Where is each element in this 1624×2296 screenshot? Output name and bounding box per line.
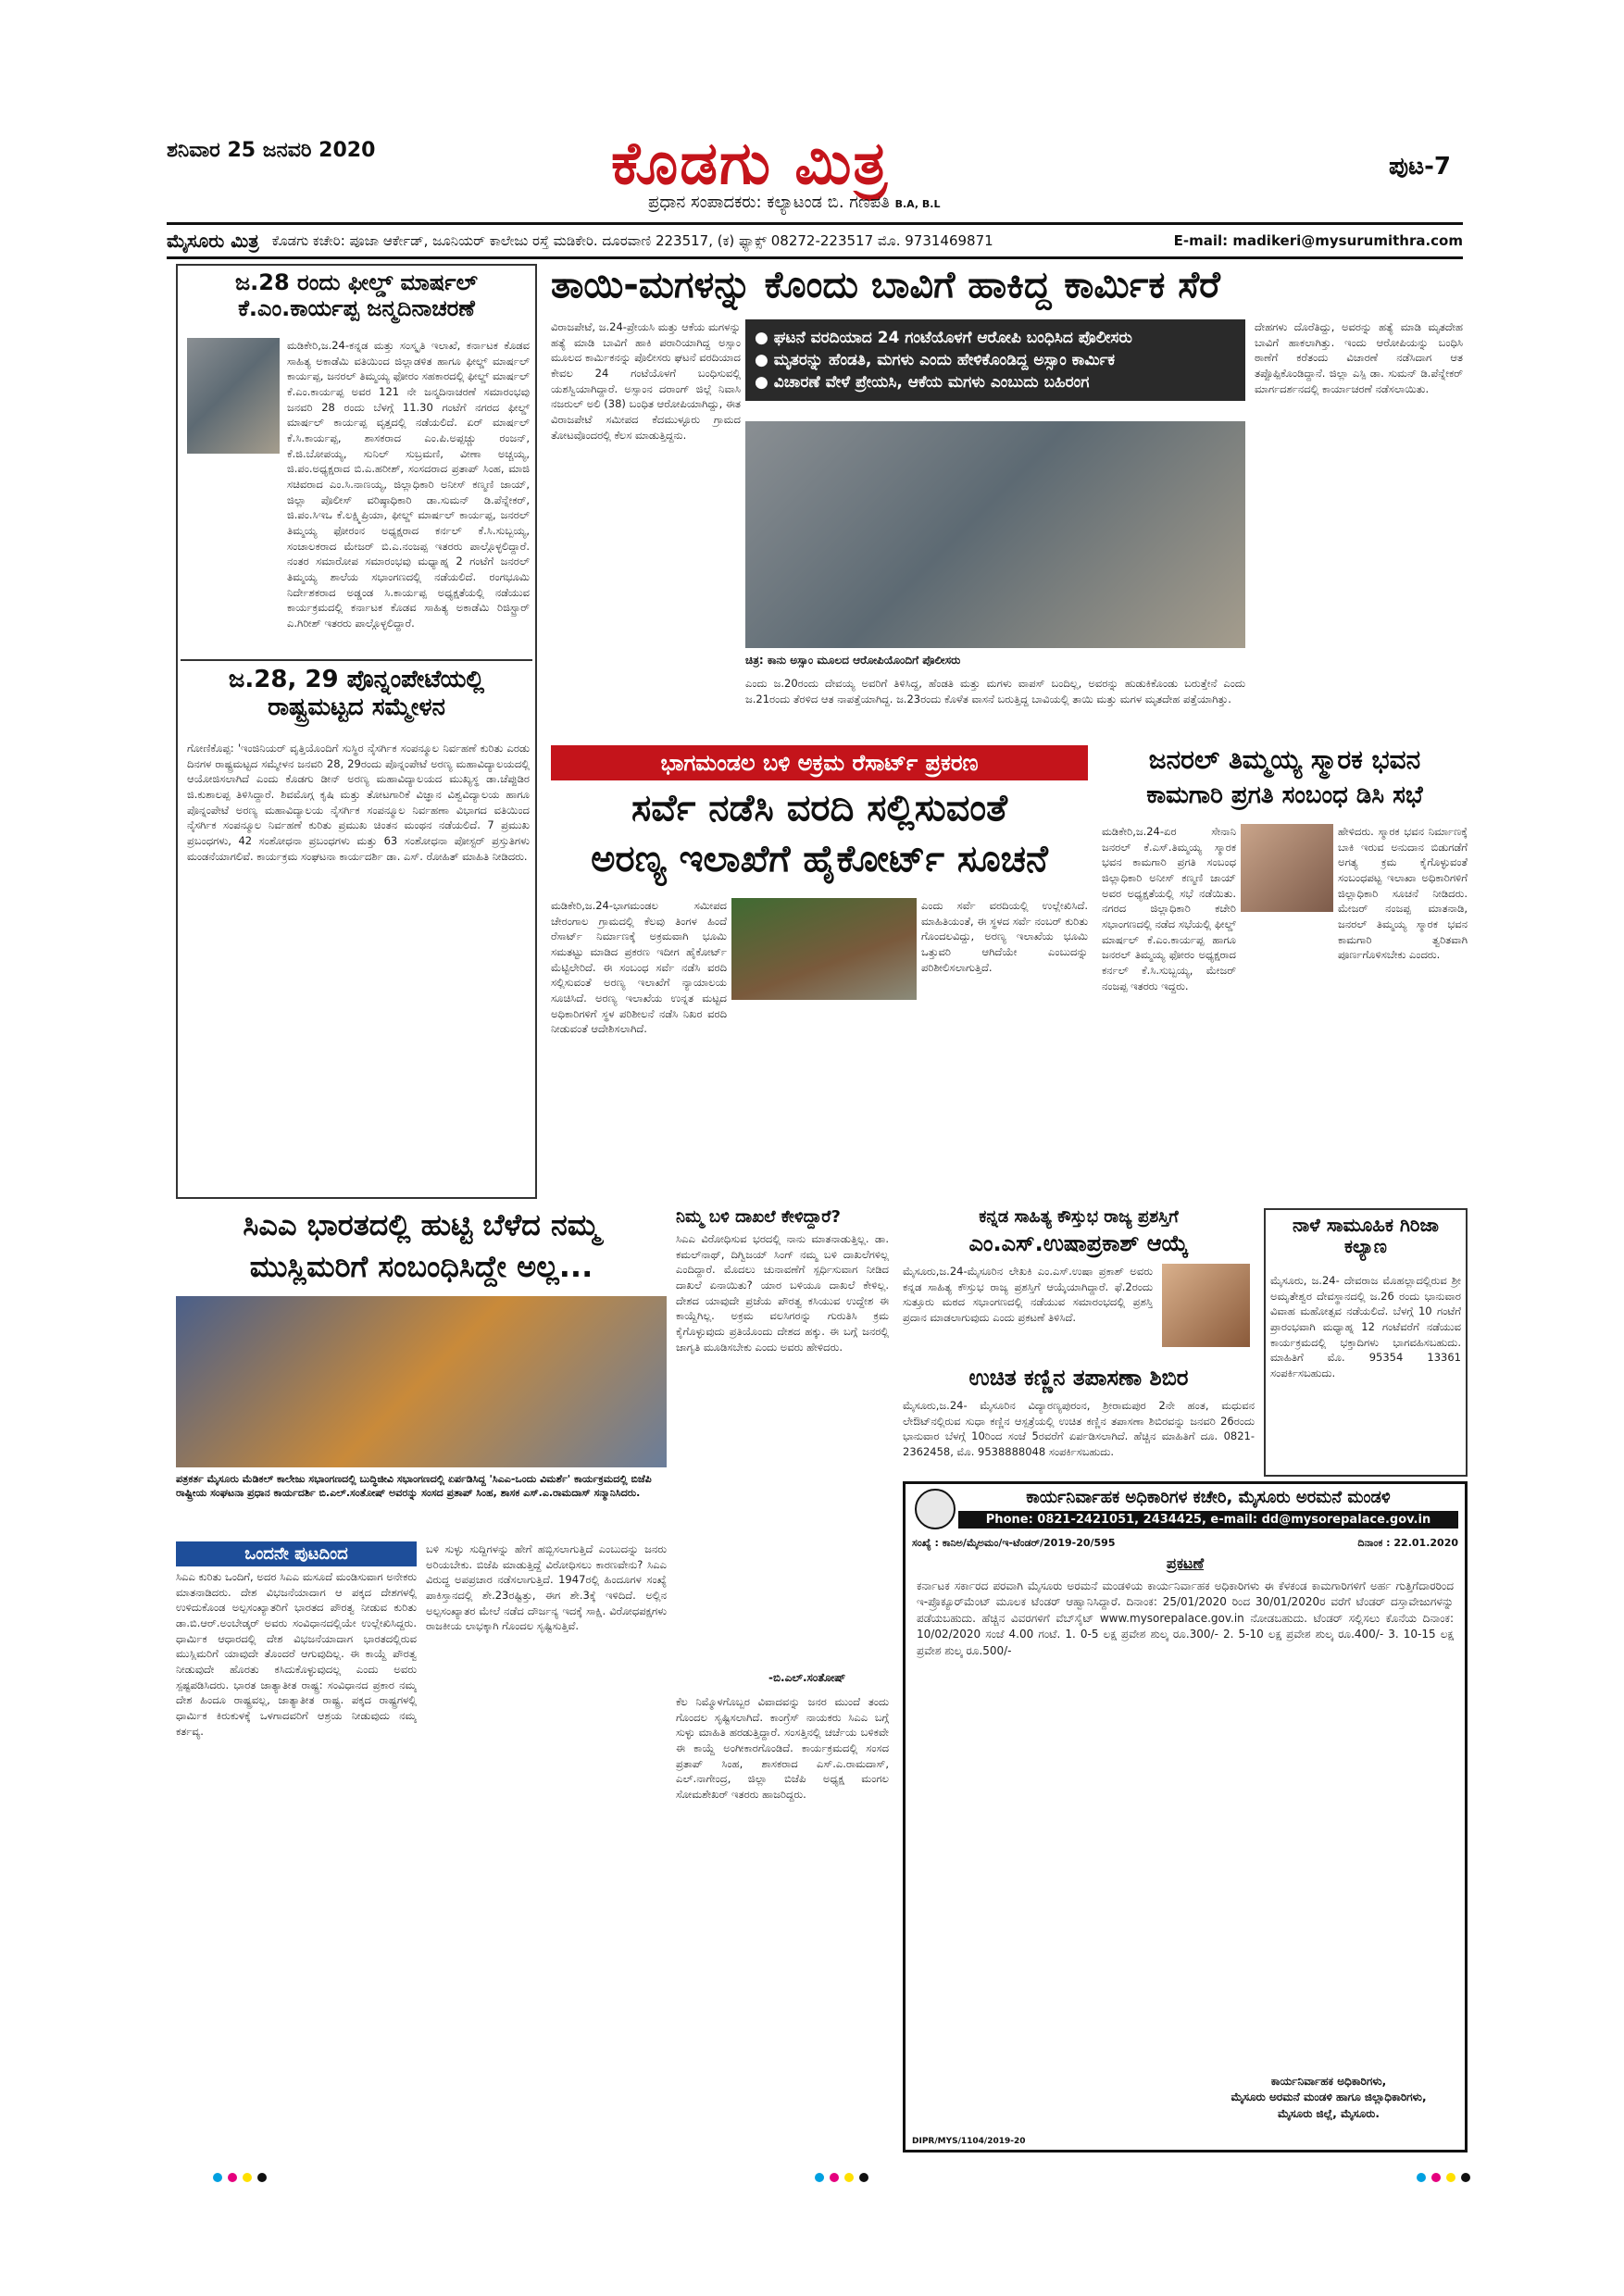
notice-office: ಕಾರ್ಯನಿರ್ವಾಹಕ ಅಧಿಕಾರಿಗಳ ಕಚೇರಿ, ಮೈಸೂರು ಅರಮನೆ ಮಂಡಳಿ — [1026, 1488, 1391, 1507]
print-registration-marks-right — [1417, 2168, 1476, 2186]
opinion-body-lower: ಕೆಲ ನಿಮ್ಮೊಳಗೊಬ್ಬರ ವಿವಾದವನ್ನು ಜನರ ಮುಂದೆ ತಂದು ಗೊಂದಲ ಸೃಷ್ಟಿಸಲಾಗಿದೆ. ಕಾಂಗ್ರೆಸ್ ನಾಯಕರು ಸಿಎಎ ಬಗ್ಗೆ ಸುಳ್ಳು ಮಾಹಿತಿ ಹರಡುತ್ತಿದ್ದಾರೆ. ಸಂಸತ್ತಿನಲ್ಲಿ ಚರ್ಚೆಯ ಬಳಿಕವೇ ಈ ಕಾಯ್ದೆ ಅಂಗೀಕಾರಗೊಂಡಿದೆ. ಕಾರ್ಯಕ್ರಮದಲ್ಲಿ ಸಂಸದ ಪ್ರತಾಪ್ ಸಿಂಹ, ಶಾಸಕರಾದ ಎಸ್.ಎ.ರಾಮದಾಸ್, ಎಲ್.ನಾಗೇಂದ್ರ, ಜಿಲ್ಲಾ ಬಿಜೆಪಿ ಅಧ್ಯಕ್ಷ ಮಂಗಲ ಸೋಮಶೇಖರ್ ಇತರರು ಹಾಜರಿದ್ದರು. — [676, 1695, 889, 1802]
notice-ref: ಸಂಖ್ಯೆ : ಕಾನಿಅ/ಮೈಅಮಂ/ಇ-ಟೆಂಡರ್/2019-20/595 — [912, 1537, 1116, 1549]
newspaper-title: ಕೊಡಗು ಮಿತ್ರ — [611, 130, 890, 198]
bullet-1: ● ಘಟನೆ ವರದಿಯಾದ 24 ಗಂಟೆಯೊಳಗೆ ಆರೋಪಿ ಬಂಧಿಸಿದ ಪೊಲೀಸರು — [755, 329, 1132, 347]
ponnampet-headline: ಜ.28, 29 ಪೊನ್ನಂಪೇಟೆಯಲ್ಲಿ ರಾಷ್ಟ್ರಮಟ್ಟದ ಸಮ್ಮೇಳನ — [228, 666, 485, 721]
caa-photo-caption: ಪತ್ರಕರ್ತ ಮೈಸೂರು ಮೆಡಿಕಲ್ ಕಾಲೇಜು ಸಭಾಂಗಣದಲ್ಲಿ ಬುದ್ಧಿಜೀವಿ ಸಭಾಂಗಣದಲ್ಲಿ ಏರ್ಪಡಿಸಿದ್ದ 'ಸಿಎಎ-ಒಂದು ವಿಮರ್ಶೆ' ಕಾರ್ಯಕ್ರಮದಲ್ಲಿ ಬಿಜೆಪಿ ರಾಷ್ಟ್ರೀಯ ಸಂಘಟನಾ ಪ್ರಧಾನ ಕಾರ್ಯದರ್ಶಿ ಬಿ.ಎಲ್.ಸಂತೋಷ್ ಅವರನ್ನು ಸಂಸದ ಪ್ರತಾಪ್ ಸಿಂಹ, ಶಾಸಕ ಎಸ್.ಎ.ರಾಮದಾಸ್ ಸನ್ಮಾನಿಸಿದರು. — [176, 1473, 652, 1500]
dot-cyan — [213, 2173, 222, 2182]
notice-title: ಪ್ರಕಟಣೆ — [1166, 1554, 1205, 1572]
thimmaiah-body-right: ಹೇಳಿದರು. ಸ್ಮಾರಕ ಭವನ ನಿರ್ಮಾಣಕ್ಕೆ ಬಾಕಿ ಇರುವ ಅನುದಾನ ಬಿಡುಗಡೆಗೆ ಅಗತ್ಯ ಕ್ರಮ ಕೈಗೊಳ್ಳುವಂತೆ ಸಂಬಂಧಪಟ್ಟ ಇಲಾಖಾ ಅಧಿಕಾರಿಗಳಿಗೆ ಜಿಲ್ಲಾಧಿಕಾರಿ ಸೂಚನೆ ನೀಡಿದರು. ಮೇಜರ್ ನಂಜಪ್ಪ ಮಾತನಾಡಿ, ಜನರಲ್ ತಿಮ್ಮಯ್ಯ ಸ್ಮಾರಕ ಭವನ ಕಾಮಗಾರಿ ತ್ವರಿತವಾಗಿ ಪೂರ್ಣಗೊಳಿಸಬೇಕು ಎಂದರು. — [1338, 825, 1468, 962]
caa-body-mid: ಬಳಿ ಸುಳ್ಳು ಸುದ್ದಿಗಳನ್ನು ಹೇಗೆ ಹಬ್ಬಿಸಲಾಗುತ್ತಿದೆ ಎಂಬುದನ್ನು ಜನರು ಅರಿಯಬೇಕು. ಬಿಜೆಪಿ ಮಾಡುತ್ತಿದ್ದೆ ವಿರೋಧಿಸಲು ಕಾರಣವೇನು? ಸಿಎಎ ವಿರುದ್ಧ ಅಪಪ್ರಚಾರ ನಡೆಸಲಾಗುತ್ತಿದೆ. 1947ರಲ್ಲಿ ಹಿಂದೂಗಳ ಸಂಖ್ಯೆ ಪಾಕಿಸ್ತಾನದಲ್ಲಿ ಶೇ.23ರಷ್ಟಿತ್ತು, ಈಗ ಶೇ.3ಕ್ಕೆ ಇಳಿದಿದೆ. ಅಲ್ಲಿನ ಅಲ್ಪಸಂಖ್ಯಾತರ ಮೇಲೆ ನಡೆದ ದೌರ್ಜನ್ಯ ಇದಕ್ಕೆ ಸಾಕ್ಷಿ. ವಿರೋಧಪಕ್ಷಗಳು ರಾಜಕೀಯ ಲಾಭಕ್ಕಾಗಿ ಗೊಂದಲ ಸೃಷ್ಟಿಸುತ್ತಿವೆ. — [426, 1542, 667, 1633]
left-divider — [181, 659, 532, 661]
wedding-headline: ನಾಳೆ ಸಾಮೂಹಿಕ ಗಿರಿಜಾ ಕಲ್ಯಾಣ — [1293, 1214, 1439, 1257]
murder-photo-police — [745, 421, 1245, 648]
caa-body: ಸಿಎಎ ಕುರಿತು ಒಂದಿಗೆ, ಅದರ ಸಿಎಎ ಮಸೂದೆ ಮಂಡಿಸುವಾಗ ಅನೇಕರು ಮಾತನಾಡಿದರು. ದೇಶ ವಿಭಜನೆಯಾದಾಗ ಆ ಪಕ್ಕದ ದೇಶಗಳಲ್ಲಿ ಉಳಿದುಕೊಂಡ ಅಲ್ಪಸಂಖ್ಯಾತರಿಗೆ ಭಾರತದ ಪೌರತ್ವ ನೀಡುವ ಕುರಿತು ಡಾ.ಬಿ.ಆರ್.ಅಂಬೇಡ್ಕರ್ ಅವರು ಸಂವಿಧಾನದಲ್ಲಿಯೇ ಉಲ್ಲೇಖಿಸಿದ್ದರು. ಧಾರ್ಮಿಕ ಆಧಾರದಲ್ಲಿ ದೇಶ ವಿಭಜನೆಯಾದಾಗ ಭಾರತದಲ್ಲಿರುವ ಮುಸ್ಲಿಮರಿಗೆ ಯಾವುದೇ ತೊಂದರೆ ಆಗುವುದಿಲ್ಲ. ಈ ಕಾಯ್ದೆ ಪೌರತ್ವ ನೀಡುವುದೇ ಹೊರತು ಕಸಿದುಕೊಳ್ಳುವುದಲ್ಲ ಎಂದು ಅವರು ಸ್ಪಷ್ಟಪಡಿಸಿದರು. ಭಾರತ ಜಾತ್ಯಾತೀತ ರಾಷ್ಟ್ರ: ಸಂವಿಧಾನದ ಪ್ರಕಾರ ನಮ್ಮ ದೇಶ ಹಿಂದೂ ರಾಷ್ಟ್ರವಲ್ಲ, ಜಾತ್ಯಾತೀತ ರಾಷ್ಟ್ರ. ಪಕ್ಕದ ರಾಷ್ಟ್ರಗಳಲ್ಲಿ ಧಾರ್ಮಿಕ ಕಿರುಕುಳಕ್ಕೆ ಒಳಗಾದವರಿಗೆ ಆಶ್ರಯ ನೀಡುವುದು ನಮ್ಮ ಕರ್ತವ್ಯ. — [176, 1570, 417, 1738]
print-registration-marks-center — [815, 2168, 874, 2186]
opinion-headline: ನಿಮ್ಮ ಬಳಿ ದಾಖಲೆ ಕೇಳಿದ್ದಾರೆ? — [676, 1207, 841, 1227]
palace-emblem-icon — [915, 1489, 956, 1529]
bhagamandala-headline-2: ಅರಣ್ಯ ಇಲಾಖೆಗೆ ಹೈಕೋರ್ಟ್ ಸೂಚನೆ — [591, 838, 1048, 880]
brand-name: ಮೈಸೂರು ಮಿತ್ರ — [167, 230, 259, 252]
dipr-code: DIPR/MYS/1104/2019-20 — [912, 2137, 1026, 2146]
opinion-byline: -ಬಿ.ಎಲ್.ಸಂತೋಷ್ — [768, 1671, 846, 1684]
award-body: ಮೈಸೂರು,ಜ.24-ಮೈಸೂರಿನ ಲೇಖಕಿ ಎಂ.ಎಸ್.ಉಷಾ ಪ್ರಕಾಶ್ ಅವರು ಕನ್ನಡ ಸಾಹಿತ್ಯ ಕೌಸ್ತುಭ ರಾಜ್ಯ ಪ್ರಶಸ್ತಿಗೆ ಆಯ್ಕೆಯಾಗಿದ್ದಾರೆ. ಫೆ.2ರಂದು ಸುತ್ತೂರು ಮಠದ ಸಭಾಂಗಣದಲ್ಲಿ ನಡೆಯುವ ಸಮಾರಂಭದಲ್ಲಿ ಪ್ರಶಸ್ತಿ ಪ್ರದಾನ ಮಾಡಲಾಗುವುದು ಎಂದು ಪ್ರಕಟಣೆ ತಿಳಿಸಿದೆ. — [903, 1265, 1153, 1325]
award-photo — [1162, 1264, 1250, 1347]
ponnampet-body: ಗೋಣಿಕೊಪ್ಪ: 'ಇಂಜಿನಿಯರ್ ವೃತ್ತಿಯೊಂದಿಗೆ ಸುಸ್ಥಿರ ನೈಸರ್ಗಿಕ ಸಂಪನ್ಮೂಲ ನಿರ್ವಹಣೆ ಕುರಿತು ಎರಡು ದಿನಗಳ ರಾಷ್ಟ್ರಮಟ್ಟದ ಸಮ್ಮೇಳನ ಜನವರಿ 28, 29ರಂದು ಪೊನ್ನಂಪೇಟೆ ಅರಣ್ಯ ಮಹಾವಿದ್ಯಾಲಯದಲ್ಲಿ ಆಯೋಜಿಸಲಾಗಿದೆ ಎಂದು ಕೊಡಗು ಡೀನ್ ಅರಣ್ಯ ಮಹಾವಿದ್ಯಾಲಯದ ಮುಖ್ಯಸ್ಥ ಡಾ.ಚೆಪ್ಪುಡಿರ ಜಿ.ಕುಶಾಲಪ್ಪ ತಿಳಿಸಿದ್ದಾರೆ. ಶಿವಮೊಗ್ಗ ಕೃಷಿ ಮತ್ತು ತೋಟಗಾರಿಕೆ ವಿಜ್ಞಾನ ವಿಶ್ವವಿದ್ಯಾಲಯ ಹಾಗೂ ಪೊನ್ನಂಪೇಟೆ ಅರಣ್ಯ ಮಹಾವಿದ್ಯಾಲಯ ನೈಸರ್ಗಿಕ ಸಂಪನ್ಮೂಲ ನಿರ್ವಹಣಾ ವಿಭಾಗದ ವತಿಯಿಂದ ನೈಸರ್ಗಿಕ ಸಂಪನ್ಮೂಲ ನಿರ್ವಹಣೆ ಕುರಿತು ಪ್ರಮುಖ ಚಿಂತನ ಮಂಥನ ನಡೆಯಲಿದೆ. 7 ಪ್ರಮುಖ ಪ್ರಬಂಧಗಳು, 42 ಸಂಶೋಧನಾ ಪ್ರಬಂಧಗಳು ಮತ್ತು 63 ಸಂಶೋಧನಾ ಪೋಸ್ಟರ್ ಪ್ರಸ್ತುತಿಗಳು ಮಂಡನೆಯಾಗಲಿವೆ. ಕಾರ್ಯಕ್ರಮ ಸಂಘಟನಾ ಕಾರ್ಯದರ್ಶಿ ಡಾ. ಎಸ್. ರೋಹಿತ್ ಮಾಹಿತಿ ನೀಡಿದರು. — [187, 742, 530, 863]
dot-yellow — [844, 2173, 854, 2182]
thimmaiah-photo — [1241, 824, 1333, 912]
notice-signature: ಕಾರ್ಯನಿರ್ವಾಹಕ ಅಧಿಕಾರಿಗಳು, ಮೈಸೂರು ಅರಮನೆ ಮಂಡಳಿ ಹಾಗೂ ಜಿಲ್ಲಾಧಿಕಾರಿಗಳು, ಮೈಸೂರು ಜಿಲ್ಲೆ, ಮೈಸೂರು. — [1230, 2075, 1427, 2120]
dot-cyan — [815, 2173, 824, 2182]
editor-name: ಪ್ರಧಾನ ಸಂಪಾದಕರು: ಕಲ್ಯಾಟಂಡ ಬಿ. ಗಣಪತಿ — [648, 193, 890, 212]
editor-line — [648, 193, 940, 212]
murder-bullets — [745, 319, 1245, 401]
caa-kicker: ಒಂದನೇ ಪುಟದಿಂದ — [176, 1541, 417, 1566]
murder-headline: ತಾಯಿ-ಮಗಳನ್ನು ಕೊಂದು ಬಾವಿಗೆ ಹಾಕಿದ್ದ ಕಾರ್ಮಿಕ ಸೆರೆ — [551, 264, 1220, 306]
office-address: ಕೊಡಗು ಕಚೇರಿ: ಪೂಜಾ ಆರ್ಕೇಡ್, ಜೂನಿಯರ್ ಕಾಲೇಜು ರಸ್ತೆ ಮಡಿಕೇರಿ. ದೂರವಾಣಿ 223517, (ಕ) ಫ್ಯಾಕ್ಸ್ 08272-223517 ಮೊ. 9731469871 — [271, 232, 993, 249]
dot-magenta — [228, 2173, 237, 2182]
notice-date: ದಿನಾಂಕ : 22.01.2020 — [1357, 1537, 1458, 1549]
notice-body: ಕರ್ನಾಟಕ ಸರ್ಕಾರದ ಪರವಾಗಿ ಮೈಸೂರು ಅರಮನೆ ಮಂಡಳಿಯ ಕಾರ್ಯನಿರ್ವಾಹಕ ಅಧಿಕಾರಿಗಳು ಈ ಕೆಳಕಂಡ ಕಾಮಗಾರಿಗಳಿಗೆ ಅರ್ಹ ಗುತ್ತಿಗೆದಾರರಿಂದ ಇ-ಪ್ರೊಕ್ಯೂರ್‌ಮೆಂಟ್ ಮೂಲಕ ಟೆಂಡರ್ ಆಹ್ವಾನಿಸಿದ್ದಾರೆ. ದಿನಾಂಕ: 25/01/2020 ರಿಂದ 30/01/2020ರ ವರೆಗೆ ಟೆಂಡರ್ ದಸ್ತಾವೇಜುಗಳನ್ನು ಪಡೆಯಬಹುದು. ಹೆಚ್ಚಿನ ವಿವರಗಳಿಗೆ ವೆಬ್‌ಸೈಟ್ www.mysorepalace.gov.in ನೋಡಬಹುದು. ಟೆಂಡರ್ ಸಲ್ಲಿಸಲು ಕೊನೆಯ ದಿನಾಂಕ: 10/02/2020 ಸಂಜೆ 4.00 ಗಂಟೆ. 1. 0-5 ಲಕ್ಷ ಪ್ರವೇಶ ಶುಲ್ಕ ರೂ.300/- 2. 5-10 ಲಕ್ಷ ಪ್ರವೇಶ ಶುಲ್ಕ ರೂ.400/- 3. 10-15 ಲಕ್ಷ ಪ್ರವೇಶ ಶುಲ್ಕ ರೂ.500/- — [917, 1579, 1454, 1657]
contact-bar — [167, 222, 1463, 259]
opinion-body: ಸಿಎಎ ವಿರೋಧಿಸುವ ಭರದಲ್ಲಿ ನಾನು ಮಾತನಾಡುತ್ತಿಲ್ಲ. ಡಾ. ಕಮಲ್‌ನಾಥ್, ದಿಗ್ವಿಜಯ್ ಸಿಂಗ್ ನಮ್ಮ ಬಳಿ ದಾಖಲೆಗಳಿಲ್ಲ ಎಂದಿದ್ದಾರೆ. ಮೊದಲು ಚುನಾವಣೆಗೆ ಸ್ಪರ್ಧಿಸುವಾಗ ನೀಡಿದ ದಾಖಲೆ ಏನಾಯಿತು? ಯಾರ ಬಳಿಯೂ ದಾಖಲೆ ಕೇಳಿಲ್ಲ. ದೇಶದ ಯಾವುದೇ ಪ್ರಜೆಯ ಪೌರತ್ವ ಕಸಿಯುವ ಉದ್ದೇಶ ಈ ಕಾಯ್ದೆಗಿಲ್ಲ. ಅಕ್ರಮ ವಲಸಿಗರನ್ನು ಗುರುತಿಸಿ ಕ್ರಮ ಕೈಗೊಳ್ಳುವುದು ಪ್ರತಿಯೊಂದು ದೇಶದ ಹಕ್ಕು. ಈ ಬಗ್ಗೆ ಜನರಲ್ಲಿ ಜಾಗೃತಿ ಮೂಡಿಸಬೇಕು ಎಂದು ಅವರು ಹೇಳಿದರು. — [676, 1232, 889, 1354]
dot-black — [859, 2173, 868, 2182]
murder-photo-caption: ಚಿತ್ರ: ಕಾನು ಅಸ್ಸಾಂ ಮೂಲದ ಆರೋಪಿಯೊಂದಿಗೆ ಪೊಲೀಸರು — [745, 654, 961, 667]
office-email: E-mail: madikeri@mysurumithra.com — [1173, 232, 1463, 249]
dot-black — [1461, 2173, 1470, 2182]
thimmaiah-body: ಮಡಿಕೇರಿ,ಜ.24-ಏರ ಸೇನಾನಿ ಜನರಲ್ ಕೆ.ಎಸ್.ತಿಮ್ಮಯ್ಯ ಸ್ಮಾರಕ ಭವನ ಕಾಮಗಾರಿ ಪ್ರಗತಿ ಸಂಬಂಧ ಜಿಲ್ಲಾಧಿಕಾರಿ ಅನೀಸ್ ಕಣ್ಮಣಿ ಜಾಯ್ ಅವರ ಅಧ್ಯಕ್ಷತೆಯಲ್ಲಿ ಸಭೆ ನಡೆಯಿತು. ನಗರದ ಜಿಲ್ಲಾಧಿಕಾರಿ ಕಚೇರಿ ಸಭಾಂಗಣದಲ್ಲಿ ನಡೆದ ಸಭೆಯಲ್ಲಿ ಫೀಲ್ಡ್ ಮಾರ್ಷಲ್ ಕೆ.ಎಂ.ಕಾರ್ಯಪ್ಪ ಹಾಗೂ ಜನರಲ್ ತಿಮ್ಮಯ್ಯ ಫೋರಂ ಅಧ್ಯಕ್ಷರಾದ ಕರ್ನಲ್ ಕೆ.ಸಿ.ಸುಬ್ಬಯ್ಯ, ಮೇಜರ್ ನಂಜಪ್ಪ ಇತರರು ಇದ್ದರು. — [1102, 825, 1236, 992]
murder-body-left: ವಿರಾಜಪೇಟೆ, ಜ.24-ಪ್ರೇಯಸಿ ಮತ್ತು ಆಕೆಯ ಮಗಳನ್ನು ಹತ್ಯೆ ಮಾಡಿ ಬಾವಿಗೆ ಹಾಕಿ ಪರಾರಿಯಾಗಿದ್ದ ಅಸ್ಸಾಂ ಮೂಲದ ಕಾರ್ಮಿಕನನ್ನು ಪೊಲೀಸರು ಘಟನೆ ವರದಿಯಾದ ಕೇವಲ 24 ಗಂಟೆಯೊಳಗೆ ಬಂಧಿಸುವಲ್ಲಿ ಯಶಸ್ವಿಯಾಗಿದ್ದಾರೆ. ಅಸ್ಸಾಂನ ದರಾಂಗ್ ಜಿಲ್ಲೆ ನಿವಾಸಿ ನಜರುಲ್ ಅಲಿ (38) ಬಂಧಿತ ಆರೋಪಿಯಾಗಿದ್ದು, ಈತ ವಿರಾಜಪೇಟೆ ಸಮೀಪದ ಕೆದಮುಳ್ಳೂರು ಗ್ರಾಮದ ತೋಟವೊಂದರಲ್ಲಿ ಕೆಲಸ ಮಾಡುತ್ತಿದ್ದನು. — [551, 320, 741, 442]
thimmaiah-headline-2: ಕಾಮಗಾರಿ ಪ್ರಗತಿ ಸಂಬಂಧ ಡಿಸಿ ಸಭೆ — [1146, 781, 1423, 809]
dot-yellow — [1446, 2173, 1455, 2182]
eye-camp-headline: ಉಚಿತ ಕಣ್ಣಿನ ತಪಾಸಣಾ ಶಿಬಿರ — [968, 1365, 1189, 1391]
dot-black — [257, 2173, 267, 2182]
editor-degree: B.A, B.L — [894, 198, 941, 210]
notice-phone: Phone: 0821-2421051, 2434425, e-mail: dd@mysorepalace.gov.in — [958, 1511, 1458, 1529]
murder-body-bottom: ಎಂದು ಜ.20ರಂದು ದೇವಯ್ಯ ಅವರಿಗೆ ತಿಳಿಸಿದ್ದ, ಹೆಂಡತಿ ಮತ್ತು ಮಗಳು ವಾಪಸ್ ಬಂದಿಲ್ಲ, ಅವರನ್ನು ಹುಡುಕಿಕೊಂಡು ಬರುತ್ತೇನೆ ಎಂದು ಜ.21ರಂದು ತೆರಳಿದ ಆತ ನಾಪತ್ತೆಯಾಗಿದ್ದ. ಜ.23ರಂದು ಕೊಳೆತ ವಾಸನೆ ಬರುತ್ತಿದ್ದ ಬಾವಿಯಲ್ಲಿ ತಾಯಿ ಮತ್ತು ಮಗಳ ಮೃತದೇಹ ಪತ್ತೆಯಾಗಿತ್ತು. — [745, 677, 1245, 705]
bhagamandala-body: ಮಡಿಕೇರಿ,ಜ.24-ಭಾಗಮಂಡಲ ಸಮೀಪದ ಚೇರಂಗಾಲ ಗ್ರಾಮದಲ್ಲಿ ಕೆಲವು ತಿಂಗಳ ಹಿಂದೆ ರೆಸಾರ್ಟ್ ನಿರ್ಮಾಣಕ್ಕೆ ಅಕ್ರಮವಾಗಿ ಭೂಮಿ ಸಮತಟ್ಟು ಮಾಡಿದ ಪ್ರಕರಣ ಇದೀಗ ಹೈಕೋರ್ಟ್ ಮೆಟ್ಟಿಲೇರಿದೆ. ಈ ಸಂಬಂಧ ಸರ್ವೆ ನಡೆಸಿ ವರದಿ ಸಲ್ಲಿಸುವಂತೆ ಅರಣ್ಯ ಇಲಾಖೆಗೆ ನ್ಯಾಯಾಲಯ ಸೂಚಿಸಿದೆ. ಅರಣ್ಯ ಇಲಾಖೆಯ ಉನ್ನತ ಮಟ್ಟದ ಅಧಿಕಾರಿಗಳಿಗೆ ಸ್ಥಳ ಪರಿಶೀಲನೆ ನಡೆಸಿ ನಿಖರ ವರದಿ ನೀಡುವಂತೆ ಆದೇಶಿಸಲಾಗಿದೆ. — [551, 899, 727, 1036]
print-registration-marks-left — [213, 2168, 272, 2186]
bhagamandala-body-right: ಎಂದು ಸರ್ವೆ ವರದಿಯಲ್ಲಿ ಉಲ್ಲೇಖಿಸಿದೆ. ಮಾಹಿತಿಯಂತೆ, ಈ ಸ್ಥಳದ ಸರ್ವೆ ನಂಬರ್ ಕುರಿತು ಗೊಂದಲವಿದ್ದು, ಅರಣ್ಯ ಇಲಾಖೆಯ ಭೂಮಿ ಒತ್ತುವರಿ ಆಗಿದೆಯೇ ಎಂಬುದನ್ನು ಪರಿಶೀಲಿಸಲಾಗುತ್ತಿದೆ. — [921, 899, 1088, 974]
bhagamandala-headline-1: ಸರ್ವೆ ನಡೆಸಿ ವರದಿ ಸಲ್ಲಿಸುವಂತೆ — [631, 787, 1007, 830]
dot-cyan — [1417, 2173, 1426, 2182]
field-marshal-headline: ಜ.28 ರಂದು ಫೀಲ್ಡ್ ಮಾರ್ಷಲ್ ಕೆ.ಎಂ.ಕಾರ್ಯಪ್ಪ ಜನ್ಮದಿನಾಚರಣೆ — [235, 269, 478, 321]
field-marshal-photo — [187, 338, 280, 454]
dot-yellow — [243, 2173, 252, 2182]
eye-camp-body: ಮೈಸೂರು,ಜ.24- ಮೈಸೂರಿನ ವಿದ್ಯಾರಣ್ಯಪುರಂನ, ಶ್ರೀರಾಮಪುರ 2ನೇ ಹಂತ, ಮಧುವನ ಲೇಔಟ್‌ನಲ್ಲಿರುವ ಸುಧಾ ಕಣ್ಣಿನ ಆಸ್ಪತ್ರೆಯಲ್ಲಿ ಉಚಿತ ಕಣ್ಣಿನ ತಪಾಸಣಾ ಶಿಬಿರವನ್ನು ಜನವರಿ 26ರಂದು ಭಾನುವಾರ ಬೆಳಗ್ಗೆ 10ರಿಂದ ಸಂಜೆ 5ರವರೆಗೆ ಏರ್ಪಡಿಸಲಾಗಿದೆ. ಹೆಚ್ಚಿನ ಮಾಹಿತಿಗೆ ದೂ. 0821-2362458, ಮೊ. 9538888048 ಸಂಪರ್ಕಿಸಬಹುದು. — [903, 1399, 1255, 1459]
caa-headline-1: ಸಿಎಎ ಭಾರತದಲ್ಲಿ ಹುಟ್ಟಿ ಬೆಳೆದ ನಮ್ಮ — [243, 1207, 600, 1242]
issue-date: ಶನಿವಾರ 25 ಜನವರಿ 2020 — [167, 139, 376, 162]
wedding-body: ಮೈಸೂರು, ಜ.24- ದೇವರಾಜ ಮೊಹಲ್ಲಾದಲ್ಲಿರುವ ಶ್ರೀ ಅಮೃತೇಶ್ವರ ದೇವಸ್ಥಾನದಲ್ಲಿ ಜ.26 ರಂದು ಭಾನುವಾರ ವಿವಾಹ ಮಹೋತ್ಸವ ನಡೆಯಲಿದೆ. ಬೆಳಗ್ಗೆ 10 ಗಂಟೆಗೆ ಪ್ರಾರಂಭವಾಗಿ ಮಧ್ಯಾಹ್ನ 12 ಗಂಟೆವರೆಗೆ ನಡೆಯುವ ಕಾರ್ಯಕ್ರಮದಲ್ಲಿ ಭಕ್ತಾದಿಗಳು ಭಾಗವಹಿಸಬಹುದು. ಮಾಹಿತಿಗೆ ಮೊ. 95354 13361 ಸಂಪರ್ಕಿಸಬಹುದು. — [1270, 1274, 1461, 1380]
thimmaiah-headline-1: ಜನರಲ್ ತಿಮ್ಮಯ್ಯ ಸ್ಮಾರಕ ಭವನ — [1148, 744, 1421, 775]
bullet-3: ● ವಿಚಾರಣೆ ವೇಳೆ ಪ್ರೇಯಸಿ, ಆಕೆಯ ಮಗಳು ಎಂಬುದು ಬಹಿರಂಗ — [755, 373, 1090, 392]
murder-body-right: ದೇಹಗಳು ದೊರೆತಿದ್ದು, ಅವರನ್ನು ಹತ್ಯೆ ಮಾಡಿ ಮೃತದೇಹ ಬಾವಿಗೆ ಹಾಕಲಾಗಿತ್ತು. ಇಂದು ಆರೋಪಿಯನ್ನು ಬಂಧಿಸಿ ಠಾಣೆಗೆ ಕರೆತಂದು ವಿಚಾರಣೆ ನಡೆಸಿದಾಗ ಆತ ತಪ್ಪೊಪ್ಪಿಕೊಂಡಿದ್ದಾನೆ. ಜಿಲ್ಲಾ ಎಸ್ಪಿ ಡಾ. ಸುಮನ್ ಡಿ.ಪೆನ್ನೇಕರ್ ಮಾರ್ಗದರ್ಶನದಲ್ಲಿ ಕಾರ್ಯಾಚರಣೆ ನಡೆಸಲಾಯಿತು. — [1255, 320, 1463, 395]
dot-magenta — [1431, 2173, 1441, 2182]
award-headline: ಎಂ.ಎಸ್.ಉಷಾಪ್ರಕಾಶ್ ಆಯ್ಕೆ — [968, 1230, 1189, 1256]
award-kicker: ಕನ್ನಡ ಸಾಹಿತ್ಯ ಕೌಸ್ತುಭ ರಾಜ್ಯ ಪ್ರಶಸ್ತಿಗೆ — [979, 1207, 1179, 1227]
dot-magenta — [830, 2173, 839, 2182]
field-marshal-body: ಮಡಿಕೇರಿ,ಜ.24-ಕನ್ನಡ ಮತ್ತು ಸಂಸ್ಕೃತಿ ಇಲಾಖೆ, ಕರ್ನಾಟಕ ಕೊಡವ ಸಾಹಿತ್ಯ ಅಕಾಡೆಮಿ ವತಿಯಿಂದ ಜಿಲ್ಲಾಡಳಿತ ಹಾಗೂ ಫೀಲ್ಡ್ ಮಾರ್ಷಲ್ ಕಾರ್ಯಪ್ಪ, ಜನರಲ್ ತಿಮ್ಮಯ್ಯ ಫೋರಂ ಸಹಕಾರದಲ್ಲಿ ಫೀಲ್ಡ್ ಮಾರ್ಷಲ್ ಕೆ.ಎಂ.ಕಾರ್ಯಪ್ಪ ಅವರ 121 ನೇ ಜನ್ಮದಿನಾಚರಣೆ ಸಮಾರಂಭವು ಜನವರಿ 28 ರಂದು ಬೆಳಗ್ಗೆ 11.30 ಗಂಟೆಗೆ ನಗರದ ಫೀಲ್ಡ್ ಮಾರ್ಷಲ್ ಕಾರ್ಯಪ್ಪ ವೃತ್ತದಲ್ಲಿ ನಡೆಯಲಿದೆ. ಏರ್ ಮಾರ್ಷಲ್ ಕೆ.ಸಿ.ಕಾರ್ಯಪ್ಪ, ಶಾಸಕರಾದ ಎಂ.ಪಿ.ಅಪ್ಪಚ್ಚು ರಂಜನ್, ಕೆ.ಜಿ.ಬೋಪಯ್ಯ, ಸುನಿಲ್ ಸುಬ್ರಮಣಿ, ವೀಣಾ ಅಚ್ಚಯ್ಯ, ಜಿ.ಪಂ.ಅಧ್ಯಕ್ಷರಾದ ಬಿ.ಎ.ಹರೀಶ್, ಸಂಸದರಾದ ಪ್ರತಾಪ್ ಸಿಂಹ, ಮಾಜಿ ಸಚಿವರಾದ ಎಂ.ಸಿ.ನಾಣಯ್ಯ, ಜಿಲ್ಲಾಧಿಕಾರಿ ಅನೀಸ್ ಕಣ್ಮಣಿ ಜಾಯ್, ಜಿಲ್ಲಾ ಪೊಲೀಸ್ ವರಿಷ್ಠಾಧಿಕಾರಿ ಡಾ.ಸುಮನ್ ಡಿ.ಪೆನ್ನೇಕರ್, ಜಿ.ಪಂ.ಸಿಇಒ ಕೆ.ಲಕ್ಷ್ಮಿಪ್ರಿಯಾ, ಫೀಲ್ಡ್ ಮಾರ್ಷಲ್ ಕಾರ್ಯಪ್ಪ, ಜನರಲ್ ತಿಮ್ಮಯ್ಯ ಫೋರಂನ ಅಧ್ಯಕ್ಷರಾದ ಕರ್ನಲ್ ಕೆ.ಸಿ.ಸುಬ್ಬಯ್ಯ, ಸಂಚಾಲಕರಾದ ಮೇಜರ್ ಬಿ.ಎ.ನಂಜಪ್ಪ ಇತರರು ಪಾಲ್ಗೊಳ್ಳಲಿದ್ದಾರೆ. ನಂತರ ಸಮಾರೋಪ ಸಮಾರಂಭವು ಮಧ್ಯಾಹ್ನ 2 ಗಂಟೆಗೆ ಜನರಲ್ ತಿಮ್ಮಯ್ಯ ಶಾಲೆಯ ಸಭಾಂಗಣದಲ್ಲಿ ನಡೆಯಲಿದೆ. ರಂಗಭೂಮಿ ನಿರ್ದೇಶಕರಾದ ಅಡ್ಡಂಡ ಸಿ.ಕಾರ್ಯಪ್ಪ ಅಧ್ಯಕ್ಷತೆಯಲ್ಲಿ ನಡೆಯುವ ಕಾರ್ಯಕ್ರಮದಲ್ಲಿ ಕರ್ನಾಟಕ ಕೊಡವ ಸಾಹಿತ್ಯ ಅಕಾಡೆಮಿ ರಿಜಿಸ್ಟ್ರಾರ್ ಎ.ಗಿರೀಶ್ ಇತರರು ಪಾಲ್ಗೊಳ್ಳಲಿದ್ದಾರೆ. — [287, 339, 530, 630]
caa-headline-2: ಮುಸ್ಲಿಮರಿಗೆ ಸಂಬಂಧಿಸಿದ್ದೇ ಅಲ್ಲ... — [249, 1249, 593, 1284]
caa-event-photo — [176, 1296, 667, 1467]
resort-photo — [731, 898, 917, 1000]
bhagamandala-kicker: ಭಾಗಮಂಡಲ ಬಳಿ ಅಕ್ರಮ ರೆಸಾರ್ಟ್ ಪ್ರಕರಣ — [551, 745, 1088, 780]
page-number: ಪುಟ-7 — [1389, 153, 1452, 181]
bullet-2: ● ಮೃತರನ್ನು ಹೆಂಡತಿ, ಮಗಳು ಎಂದು ಹೇಳಿಕೊಂಡಿದ್ದ ಅಸ್ಸಾಂ ಕಾರ್ಮಿಕ — [755, 351, 1116, 369]
